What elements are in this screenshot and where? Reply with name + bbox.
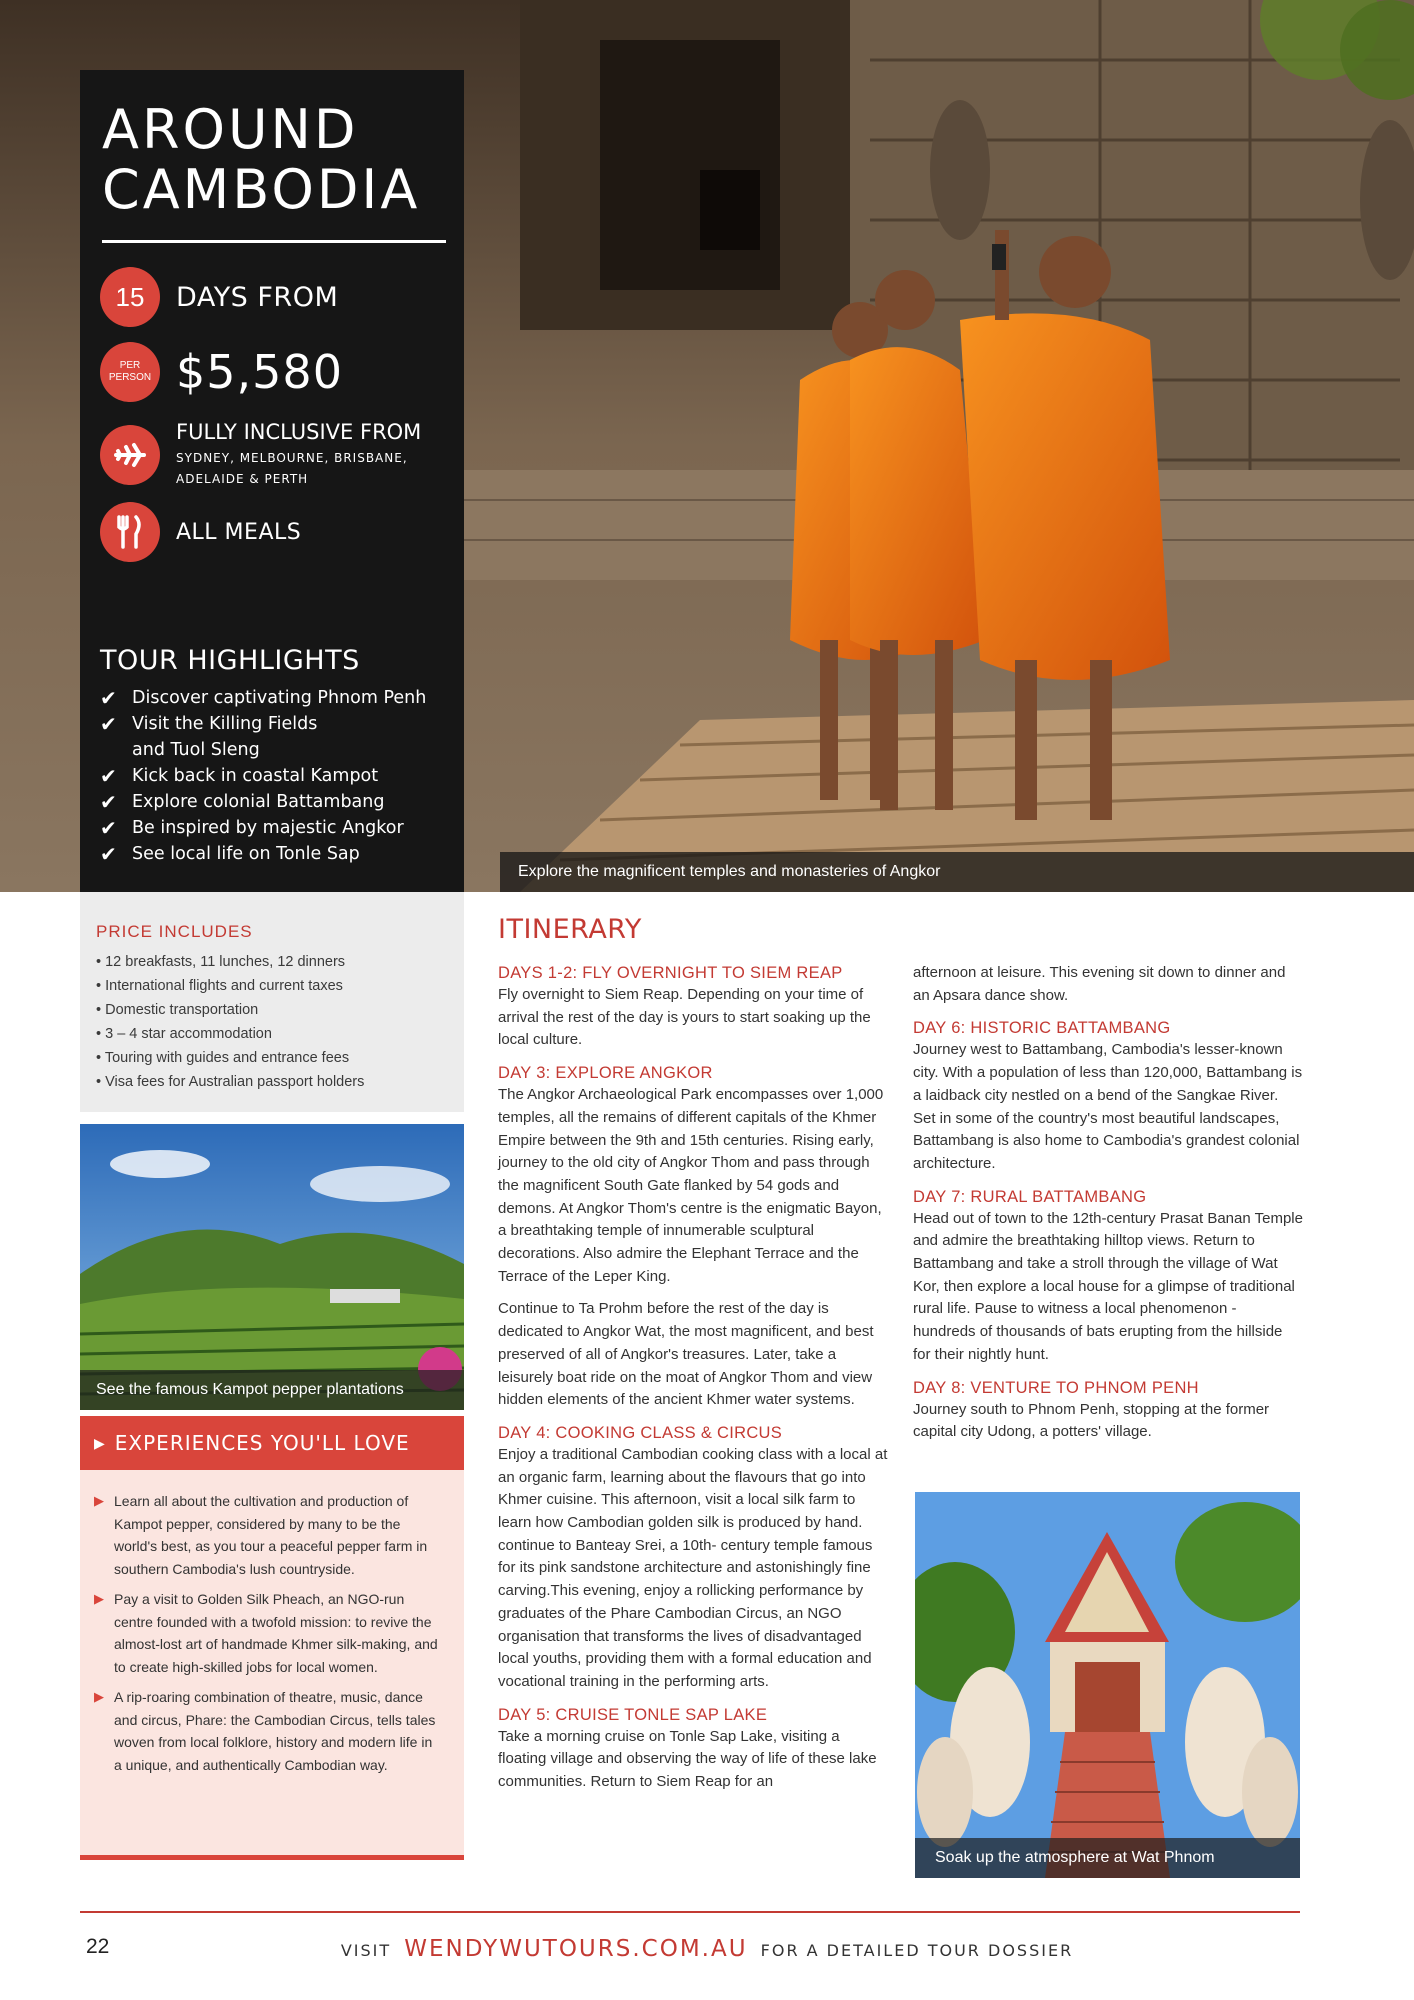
price-includes-box xyxy=(80,892,464,1112)
experiences-box xyxy=(80,1470,464,1860)
cities-line-1: SYDNEY, MELBOURNE, BRISBANE, xyxy=(176,451,408,465)
experiences-bottom-rule xyxy=(80,1855,464,1860)
cutlery-icon xyxy=(100,502,160,562)
itinerary-column-2 xyxy=(913,962,1303,1454)
hero-photo xyxy=(0,0,1414,892)
day-text: Continue to Ta Prohm before the rest of the day is dedicated to Angkor Wat, the most magnificent, and best preserved of all of Angkor's treasures. Later, take a leisurely boat ride on the moat of Angkor Thom and view hidden elements of the ancient Khmer water systems. xyxy=(498,1300,874,1409)
wat-phnom-caption: Soak up the atmosphere at Wat Phnom xyxy=(915,1838,1300,1878)
inclusive-label: FULLY INCLUSIVE FROM xyxy=(176,420,422,444)
page-number: 22 xyxy=(86,1935,110,1958)
experience-item: ▶ Pay a visit to Golden Silk Pheach, an NGO-run centre founded with a twofold mission: to revive the almost-lost art of handmade Khmer silk-making, and to create high-skilled jobs for local women. xyxy=(94,1588,442,1678)
hero-caption: Explore the magnificent temples and monasteries of Angkor xyxy=(500,852,1414,892)
day-text: Journey south to Phnom Penh, stopping at the former capital city Udong, a potters' village. xyxy=(913,1400,1270,1441)
title-divider xyxy=(102,240,446,243)
check-icon: ✔ xyxy=(100,790,117,814)
meals-stat xyxy=(100,502,301,562)
pepper-plantation-photo xyxy=(80,1124,464,1410)
triangle-bullet-icon: ▶ xyxy=(94,1493,104,1508)
flights-text xyxy=(176,420,421,490)
day-text: Take a morning cruise on Tonle Sap Lake, visiting a floating village and observing the way of life of these lake communities. Return to Siem Reap for an xyxy=(498,1727,877,1791)
pepper-photo-caption: See the famous Kampot pepper plantations xyxy=(80,1370,464,1410)
triangle-bullet-icon: ▶ xyxy=(94,1591,104,1606)
day-heading: DAY 8: VENTURE TO PHNOM PENH xyxy=(913,1378,1199,1397)
day-text: Head out of town to the 12th-century Prasat Banan Temple and admire the breathtaking hilltop views. Return to Battambang and take a stroll through the village of Wat Kor, then explore a local house for a glimpse of traditional rural life. Pause to witness a local phenomenon - hundreds of thousands of bats erupting from the hillside for their nightly hunt. xyxy=(913,1209,1303,1363)
list-item: • 3 – 4 star accommodation xyxy=(96,1026,272,1042)
price-includes-title: PRICE INCLUDES xyxy=(96,922,253,941)
plane-icon xyxy=(100,425,160,485)
footer-visit: VISIT xyxy=(340,1941,392,1960)
triangle-right-icon: ▶ xyxy=(94,1434,105,1451)
footer-cta xyxy=(0,1936,1414,1962)
highlight-item: ✔ Visit the Killing Fields and Tuol Sleng xyxy=(100,711,450,763)
highlight-item: ✔ Be inspired by majestic Angkor xyxy=(100,816,404,840)
cities-line-2: ADELAIDE & PERTH xyxy=(176,472,309,486)
day-heading: DAY 6: HISTORIC BATTAMBANG xyxy=(913,1019,1171,1038)
footer-divider xyxy=(80,1911,1300,1913)
website-link[interactable]: WENDYWUTOURS.COM.AU xyxy=(404,1936,748,1962)
footer-suffix: FOR A DETAILED TOUR DOSSIER xyxy=(760,1941,1074,1960)
itinerary-title: ITINERARY xyxy=(498,914,642,945)
check-icon: ✔ xyxy=(100,686,117,710)
departure-cities xyxy=(176,448,421,490)
list-item: • Visa fees for Australian passport holders xyxy=(96,1074,365,1090)
day-heading: DAY 4: COOKING CLASS & CIRCUS xyxy=(498,1423,783,1442)
wat-phnom-photo xyxy=(915,1492,1300,1878)
meals-label: ALL MEALS xyxy=(176,519,302,545)
experiences-header xyxy=(80,1416,464,1470)
day-text: Fly overnight to Siem Reap. Depending on your time of arrival the rest of the day is yours to start soaking up the local culture. xyxy=(498,986,871,1049)
check-icon: ✔ xyxy=(100,712,117,736)
highlight-item: ✔ See local life on Tonle Sap xyxy=(100,842,360,866)
highlights-title: TOUR HIGHLIGHTS xyxy=(100,645,360,676)
price-includes-list xyxy=(96,950,450,1094)
experiences-title: EXPERIENCES YOU'LL LOVE xyxy=(114,1431,410,1455)
highlights-list xyxy=(100,685,450,867)
list-item: • 12 breakfasts, 11 lunches, 12 dinners xyxy=(96,954,346,970)
title-line-2: CAMBODIA xyxy=(102,158,421,221)
itinerary-column-1 xyxy=(498,962,890,1804)
day-text: The Angkor Archaeological Park encompasses over 1,000 temples, all the remains of different capitals of the Khmer Empire between the 9th and 15th centuries. Rising early, journey to the old city of Angkor Thom and pass through the magnificent South Gate flanked by 54 gods and demons. At Angkor Thom's centre is the enigmatic Bayon, a breathtaking temple of innumerable sculptural decorations. Also admire the Elephant Terrace and the Terrace of the Leper King. xyxy=(498,1086,884,1285)
day-heading: DAY 3: EXPLORE ANGKOR xyxy=(498,1064,713,1083)
price-stat xyxy=(100,342,343,402)
per-person-badge: PER PERSON xyxy=(100,342,160,402)
check-icon: ✔ xyxy=(100,764,117,788)
list-item: • Touring with guides and entrance fees xyxy=(96,1050,350,1066)
highlight-item: ✔ Discover captivating Phnom Penh xyxy=(100,686,427,710)
experience-item: ▶ Learn all about the cultivation and production of Kampot pepper, considered by many to be the world's best, as you tour a peaceful pepper farm in southern Cambodia's lush countryside. xyxy=(94,1490,442,1580)
list-item: • International flights and current taxes xyxy=(96,978,343,994)
check-icon: ✔ xyxy=(100,842,117,866)
day-text: Journey west to Battambang, Cambodia's lesser-known city. With a population of less than 120,000, Battambang is a laidback city nestled on a bend of the Sangkae River. Set in some of the country's most beautiful landscapes, Battambang is also home to Cambodia's grandest colonial architecture. xyxy=(913,1041,1303,1172)
list-item: • Domestic transportation xyxy=(96,1002,259,1018)
tour-title-panel xyxy=(80,70,464,892)
day-heading: DAY 5: CRUISE TONLE SAP LAKE xyxy=(498,1705,768,1724)
experience-item: ▶ A rip-roaring combination of theatre, music, dance and circus, Phare: the Cambodian Circus, tells tales woven from local folklore, history and modern life in a unique, and authentically Cambodian way. xyxy=(94,1686,442,1776)
check-icon: ✔ xyxy=(100,816,117,840)
tour-title xyxy=(102,100,420,220)
triangle-bullet-icon: ▶ xyxy=(94,1689,104,1704)
flights-stat xyxy=(100,420,421,490)
title-line-1: AROUND xyxy=(102,98,359,161)
day-heading: DAY 7: RURAL BATTAMBANG xyxy=(913,1187,1147,1206)
price-value: $5,580 xyxy=(176,345,343,399)
highlight-item: ✔ Explore colonial Battambang xyxy=(100,790,385,814)
experiences-list xyxy=(94,1490,442,1776)
days-label: DAYS FROM xyxy=(176,281,339,313)
day-text: Enjoy a traditional Cambodian cooking class with a local at an organic farm, learning about the flavours that go into Khmer cuisine. This afternoon, visit a local silk farm to learn how Cambodian golden silk is produced by hand. continue to Banteay Srei, a 10th- century temple famous for its pink sandstone architecture and astonishingly fine carving.This evening, enjoy a rollicking performance by graduates of the Phare Cambodian Circus, an NGO organisation that transforms the lives of disadvantaged local youths, providing them with a formal education and vocational training in the performing arts. xyxy=(498,1445,888,1690)
days-badge: 15 xyxy=(100,267,160,327)
highlight-item: ✔ Kick back in coastal Kampot xyxy=(100,764,379,788)
day-heading: DAYS 1-2: FLY OVERNIGHT TO SIEM REAP xyxy=(498,964,843,982)
days-stat xyxy=(100,267,338,327)
day-text-continued: afternoon at leisure. This evening sit down to dinner and an Apsara dance show. xyxy=(913,964,1286,1004)
